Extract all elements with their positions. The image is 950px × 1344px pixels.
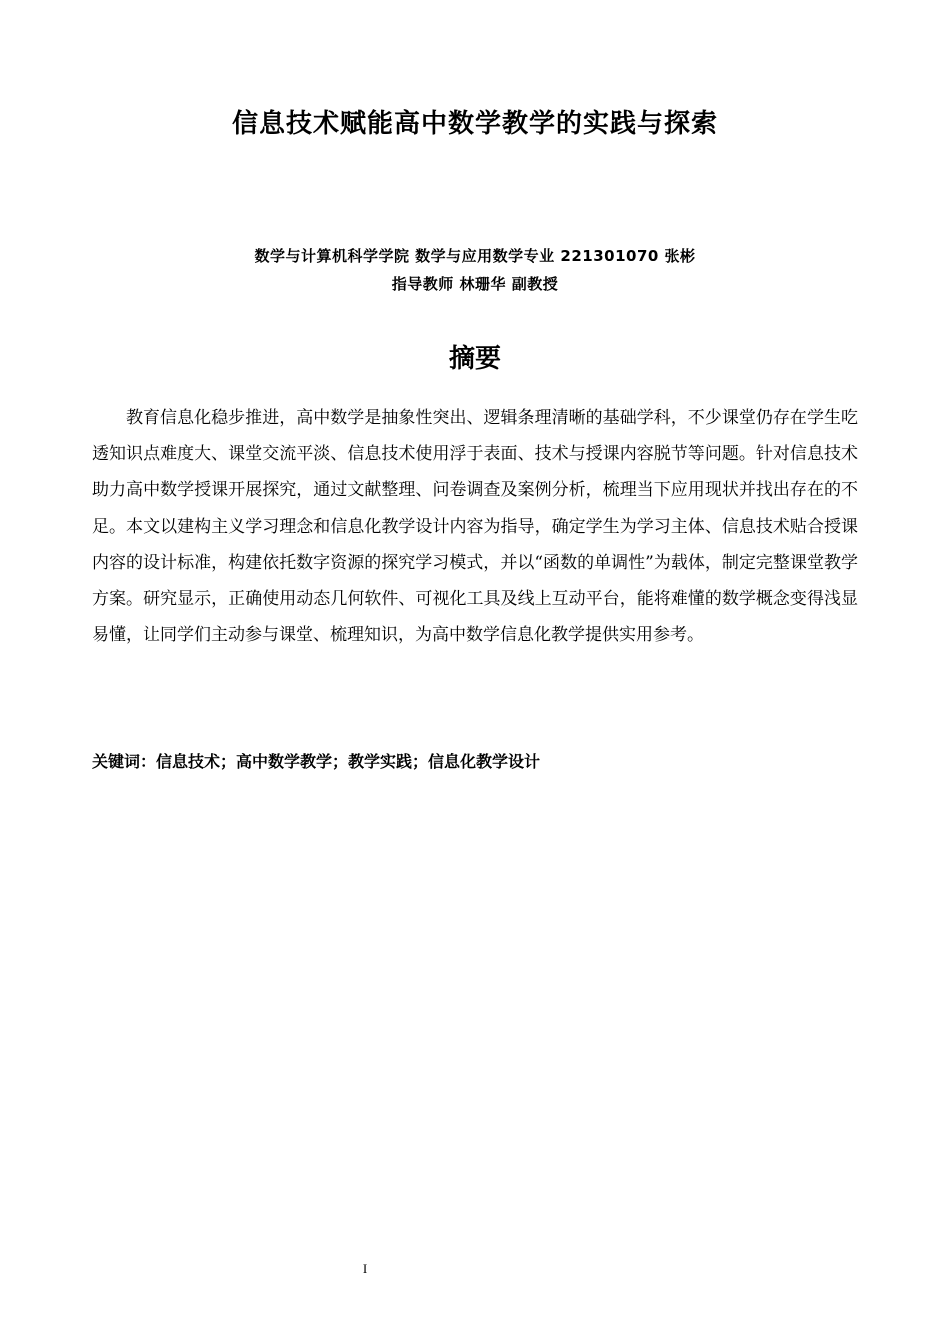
author-line: 数学与计算机科学学院 数学与应用数学专业 221301070 张彬 (254, 247, 696, 265)
abstract-body: 教育信息化稳步推进，高中数学是抽象性突出、逻辑条理清晰的基础学科，不少课堂仍存在学生吃透知识点难度大、课堂交流平淡、信息技术使用浮于表面、技术与授课内容脱节等问题。针对信息技术助力高中数学授课开展探究，通过文献整理、问卷调查及案例分析，梳理当下应用现状并找出存在的不足。本文以建构主义学习理念和信息化教学设计内容为指导，确定学生为学习主体、信息技术贴合授课内容的设计标准，构建依托数字资源的探究学习模式，并以“函数的单调性”为载体，制定完整课堂教学方案。研究显示，正确使用动态几何软件、可视化工具及线上互动平台，能将难懂的数学概念变得浅显易懂，让同学们主动参与课堂、梳理知识，为高中数学信息化教学提供实用参考。 (92, 408, 858, 646)
abstract-heading: 摘要 (448, 344, 501, 374)
keywords-line: 关键词：信息技术；高中数学教学；教学实践；信息化教学设计 (92, 752, 541, 771)
page-number: I (362, 1261, 368, 1276)
paper-title: 信息技术赋能高中数学教学的实践与探索 (231, 109, 718, 139)
advisor-line: 指导教师 林珊华 副教授 (391, 275, 559, 293)
